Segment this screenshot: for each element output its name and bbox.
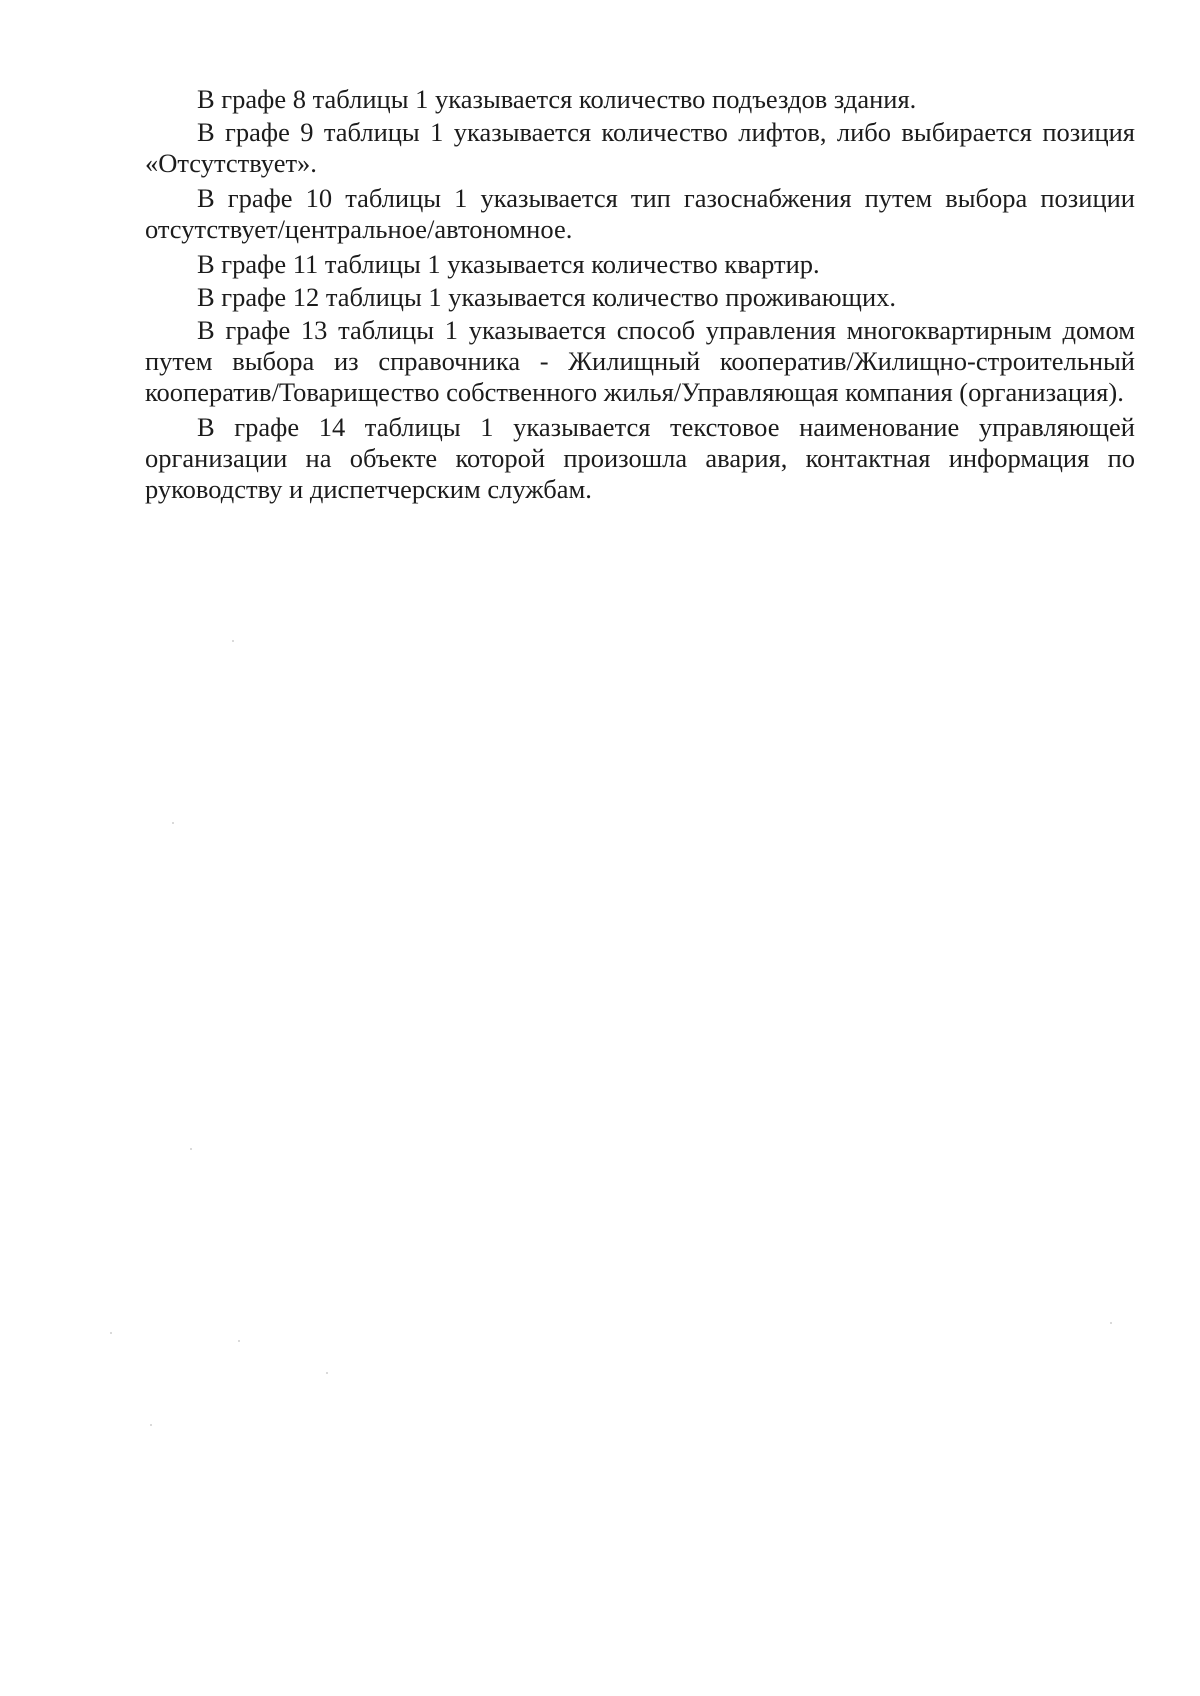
- scan-speck: [150, 1424, 152, 1426]
- paragraph-column-13: В графе 13 таблицы 1 указывается способ управления многоквартирным домом путем выбора из справочника - Жилищный кооператив/Жилищно-строительный кооператив/Товарищество собственного жилья/Управляющая компания (организация).: [145, 315, 1135, 407]
- scan-speck: [238, 1340, 240, 1342]
- paragraph-column-8: В графе 8 таблицы 1 указывается количество подъездов здания.: [197, 84, 917, 114]
- paragraph-column-12: В графе 12 таблицы 1 указывается количество проживающих.: [197, 282, 897, 312]
- scan-speck: [326, 1372, 328, 1374]
- scan-speck: [172, 822, 174, 824]
- paragraph-column-11: В графе 11 таблицы 1 указывается количество квартир.: [197, 249, 820, 279]
- paragraph-column-14: В графе 14 таблицы 1 указывается текстовое наименование управляющей организации на объекте которой произошла авария, контактная информация по руководству и диспетчерским службам.: [145, 412, 1135, 504]
- scan-speck: [232, 640, 234, 642]
- scan-speck: [190, 1148, 192, 1150]
- scan-speck: [110, 1332, 112, 1334]
- paragraph-column-10: В графе 10 таблицы 1 указывается тип газоснабжения путем выбора позиции отсутствует/центральное/автономное.: [145, 183, 1135, 244]
- paragraph-column-9: В графе 9 таблицы 1 указывается количество лифтов, либо выбирается позиция «Отсутствует».: [145, 117, 1135, 178]
- scan-speck: [1110, 1322, 1112, 1324]
- document-body: [145, 84, 1135, 507]
